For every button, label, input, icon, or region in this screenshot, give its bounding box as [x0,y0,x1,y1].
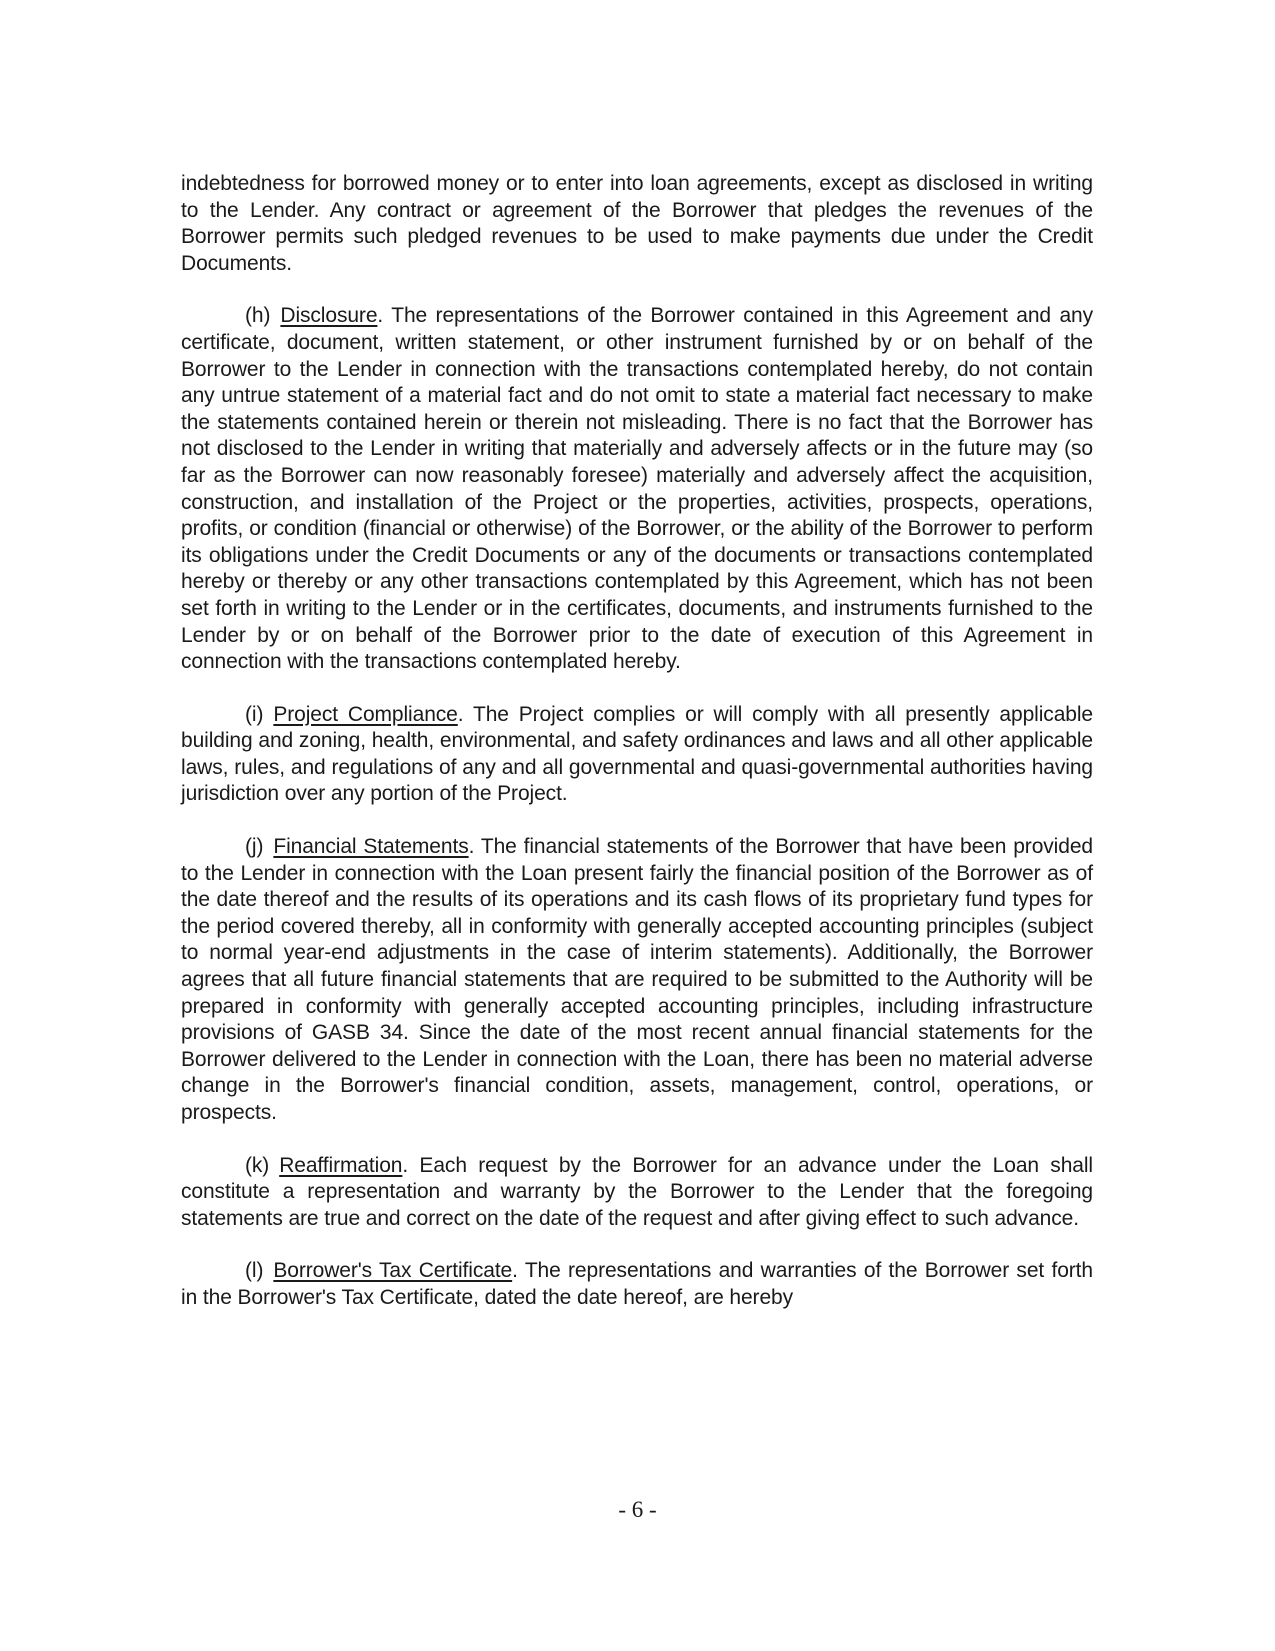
item-heading: Borrower's Tax Certificate [273,1259,513,1283]
paragraph-text: . The Project complies or will comply with all presently applicable building and zoning, health, environmental, and safety ordinances and laws and all other applicable laws, rules, and regulations of any and all governmental and quasi-governmental authorities having jurisdiction over any portion of the Project. [181,702,1093,806]
item-heading: Project Compliance [273,702,458,726]
paragraph-financial-statements [181,834,1093,1127]
document-body [181,171,1093,1338]
item-label: (k) [245,1153,270,1177]
item-label: (l) [245,1259,264,1283]
paragraph-text: . The representations and warranties of the Borrower set forth in the Borrower's Tax Certificate, dated the date hereof, are hereby [181,1259,1093,1309]
paragraph-continuation [181,171,1093,277]
paragraph-text: . The financial statements of the Borrower that have been provided to the Lender in connection with the Loan present fairly the financial position of the Borrower as of the date thereof and the results of its operations and its cash flows of its proprietary fund types for the period covered thereby, all in conformity with generally accepted accounting principles (subject to normal year-end adjustments in the case of interim statements). Additionally, the Borrower agrees that all future financial statements that are required to be submitted to the Authority will be prepared in conformity with generally accepted accounting principles, including infrastructure provisions of GASB 34. Since the date of the most recent annual financial statements for the Borrower delivered to the Lender in connection with the Loan, there has been no material adverse change in the Borrower's financial condition, assets, management, control, operations, or prospects. [181,835,1093,1124]
paragraph-text: . Each request by the Borrower for an advance under the Loan shall constitute a representation and warranty by the Borrower to the Lender that the foregoing statements are true and correct on the date of the request and after giving effect to such advance. [181,1153,1093,1230]
paragraph-project-compliance [181,702,1093,808]
paragraph-tax-certificate [181,1258,1093,1311]
item-heading: Reaffirmation [279,1153,403,1177]
item-heading: Financial Statements [273,835,469,859]
item-label: (h) [245,304,271,328]
paragraph-reaffirmation [181,1153,1093,1233]
item-label: (i) [245,702,264,726]
paragraph-text: . The representations of the Borrower contained in this Agreement and any certificate, document, written statement, or other instrument furnished by or on behalf of the Borrower to the Lender in connection with the transactions contemplated hereby, do not contain any untrue statement of a material fact and do not omit to state a material fact necessary to make the statements contained herein or therein not misleading. There is no fact that the Borrower has not disclosed to the Lender in writing that materially and adversely affects or in the future may (so far as the Borrower can now reasonably foresee) materially and adversely affect the acquisition, construction, and installation of the Project or the properties, activities, prospects, operations, profits, or condition (financial or otherwise) of the Borrower, or the ability of the Borrower to perform its obligations under the Credit Documents or any of the documents or transactions contemplated hereby or thereby or any other transactions contemplated by this Agreement, which has not been set forth in writing to the Lender or in the certificates, documents, and instruments furnished to the Lender by or on behalf of the Borrower prior to the date of execution of this Agreement in connection with the transactions contemplated hereby. [181,304,1093,674]
item-heading: Disclosure [280,304,378,328]
page-number: - 6 - [618,1497,657,1522]
item-label: (j) [245,835,264,859]
paragraph-text: indebtedness for borrowed money or to enter into loan agreements, except as disclosed in writing to the Lender. Any contract or agreement of the Borrower that pledges the revenues of the Borrower permits such pledged revenues to be used to make payments due under the Credit Documents. [181,172,1093,275]
paragraph-disclosure [181,303,1093,675]
